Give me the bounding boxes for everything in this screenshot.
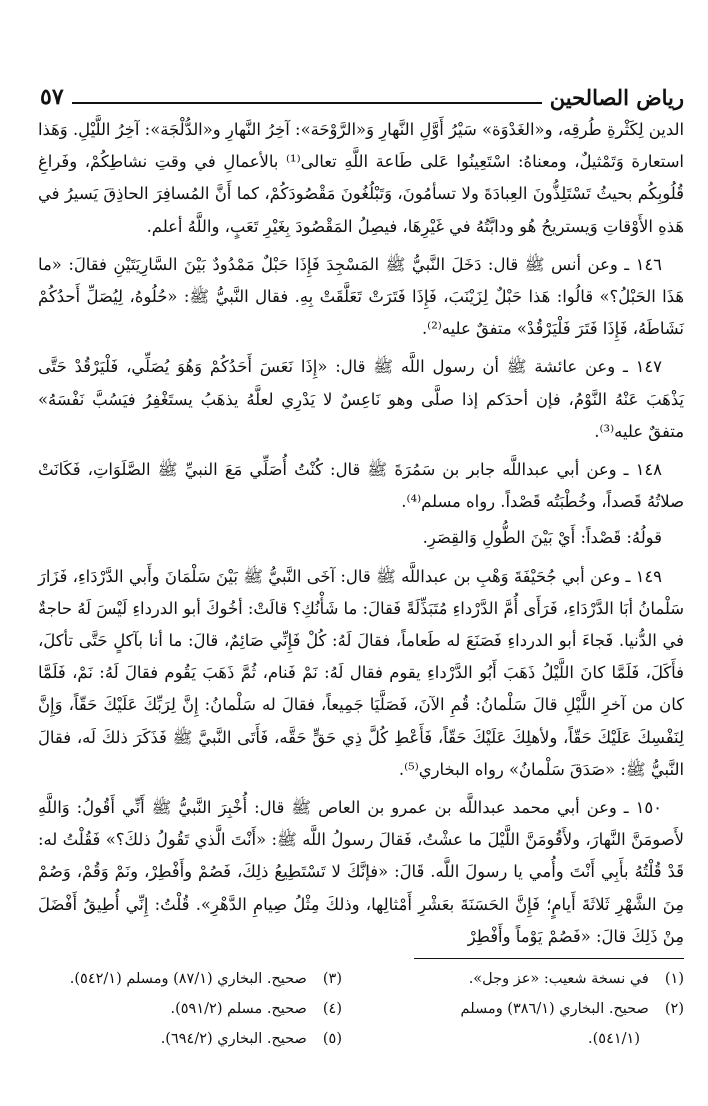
book-title: رياض الصالحين: [549, 85, 684, 110]
footnote-5: (٥) صحيح. البخاري (٦٩٤/٢).: [160, 1031, 342, 1047]
hadith-146: ١٤٦ ـ وعن أنس ﷺ قال: دَخَلَ النَّبيُّ ﷺ المَسْجِدَ فَإِذَا حَبْلٌ مَمْدُودٌ بَيْنَ السَّارِيَتَيْنِ فقالَ: «ما هَذَا الحَبْلُ؟» قالُوا: هَذا حَبْلٌ لِزَيْنَبَ، فَإِذَا فَتَرَتْ تَعَلَّقَتْ بِهِ. فقال النَّبيُّ ﷺ: «حُلُوهُ، لِيُصَلِّ أَحدُكُمْ نَشَاطَهُ، فَإِذَا فَتَرَ فَلْيَرْقُدْ» متفقٌ عليه⁽²⁾.: [38, 254, 684, 339]
page-header: [40, 78, 684, 108]
main-text: [38, 114, 684, 953]
footnote-separator: [414, 958, 684, 959]
hadith-147: ١٤٧ ـ وعن عائشة ﷺ أن رسول اللَّه ﷺ قال: «إِذَا نَعَسَ أَحَدُكُمْ وَهُوَ يُصَلِّي، فَلْيَرْقُدْ حَتَّى يَذْهَبَ عَنْهُ النَّوْمُ، فإن أحدَكم إذا صلَّى وهو نَاعِسٌ لا يَدْرِي لعلَّهُ يذهَبُ يستَغْفِرُ فيَسُبَّ نَفْسَهُ» متفقٌ عليه⁽³⁾.: [38, 357, 684, 441]
footnote-4: (٤) صحيح. مسلم (٥٩١/٢).: [170, 1001, 342, 1017]
hadith-150: ١٥٠ ـ وعن أبي محمد عبداللَّه بن عمرو بن العاص ﷺ قال: أُخْبِرَ النَّبيُّ ﷺ أَنِّي أَقُولُ: وَاللَّهِ لأَصومَنَّ النَّهارَ، ولأَقُومَنَّ اللَّيْلَ ما عشْتُ، فَقالَ رسولُ اللَّه ﷺ: «أَنْتَ الَّذي تَقُولُ ذلكَ؟» فَقُلْتُ له: قَدْ قُلْتُهُ بأَبِي أَنْتَ وأُمي يا رسولَ اللَّه. قَالَ: «فإنَّكَ لا تَسْتَطِيعُ ذلِكَ، فَصُمْ وأَفْطِرْ، ونَمْ وَقُمْ، وَصُمْ مِنَ الشَّهْرِ ثَلاثَةَ أَيامٍ؛ فَإِنَّ الحَسَنَةَ بعَشْرِ أَمْثالِها، وذلكَ مِثْلُ صِيامِ الدَّهْرِ». قُلْتُ: إِنِّي أُطِيقُ أَفْضَلَ مِنْ ذَلِكَ قالَ: «فَصُمْ يَوْماً وأَفْطِرْ: [38, 798, 684, 946]
hadith-148-explanation: قولُهُ: قَصْداً: أَيْ بَيْنَ الطُّولِ وَالقِصَرِ.: [422, 528, 662, 548]
footnote-1: (١) في نسخة شعيب: «عز وجل».: [468, 971, 684, 987]
hadith-148: ١٤٨ ـ وعن أبي عبداللَّه جابر بن سَمُرَةَ ﷺ قال: كُنْتُ أُصَلِّي مَعَ النبيِّ ﷺ الصَّلَوَاتِ، فَكَانَتْ صلاتُهُ قَصداً، وخُطْبَتُه قَصْداً. رواه مسلم⁽⁴⁾.: [38, 460, 684, 512]
header-rule: [72, 102, 542, 104]
paragraph-continuation: الدين لِكَثْرةِ طُرقِه، و«الغَدْوَة» سَيْرُ أَوَّلِ النَّهارِ وَ«الرَّوْحَة»: آخِرُ النَّهارِ و«الدُّلْجَة»: آخِرُ اللَّيْلِ. وَهَذا استعارة وَتَمْثيلٌ، ومعناهُ: اسْتَعِينُوا عَلى طَاعة اللَّهِ تعالى⁽¹⁾ بالأعمالِ في وقتِ نشاطِكُمْ، وفَراغِ قُلُوبِكُم بحيثُ تَسْتَلِذُّونَ العِبادَةَ ولا تسأمُونَ، وَتَبْلُغُونَ مَقْصُودَكُمْ، كما أَنَّ المُسافِرَ الحاذِقَ يَسيرُ في هَذهِ الأَوْقاتِ وَيستريحُ هُو ودابَّتُهُ في غَيْرِهَا، فيصِلُ المَقْصُودَ بِغَيْرِ تَعَبٍ، واللَّهُ أعلم.: [38, 120, 684, 236]
hadith-149: ١٤٩ ـ وعن أبي جُحَيْفَةَ وَهْبِ بن عبداللَّه ﷺ قال: آخَى النَّبيُّ ﷺ بَيْنَ سَلْمَانَ وأَبي الدَّرْدَاءِ، فَزَارَ سَلْمانُ أبَا الدَّرْدَاءِ، فَرَأَى أُمَّ الدَّرْداءِ مُتَبَذِّلَةً فَقالَ: ما شَأْنُكِ؟ قالَتْ: أخُوكَ أبو الدرداءِ لَيْسَ لَهُ حاجةٌ في الدُّنيا. فَجاءَ أبو الدرداءِ فَصَنَعَ له طَعاماً، فقالَ لَهُ: كُلْ فَإِنِّي صَائِمٌ، قالَ: ما أنا بآكلٍ حَتَّى تأكلَ، فأَكَلَ، فَلَمَّا كانَ اللَّيْلُ ذَهَبَ أَبُو الدَّرْداءِ يقوم فقال لَهُ: نَمْ فَنام، ثُمَّ ذَهَبَ يَقُوم فقالَ لَهُ: نَمْ، فَلَمَّا كان من آخرِ اللَّيْلِ قالَ سَلْمانُ: قُمِ الآنَ، فَصَلَّيَا جَمِيعاً، فقالَ له سَلْمانُ: إِنَّ لِرَبِّكَ عَلَيْكَ حَقّاً، وَإِنَّ لِنَفْسِكَ عَلَيْكَ حَقّاً، ولأهلِكَ عَلَيْكَ حَقّاً، فَأَعْطِ كُلَّ ذِي حَقٍّ حَقَّه، فَأَتَى النَّبيَّ ﷺ فَذَكَرَ ذلكَ لَه، فقالَ النَّبيُّ ﷺ: «صَدَقَ سَلْمانُ» رواه البخاري⁽⁵⁾.: [38, 566, 684, 779]
footnotes-right-column: [364, 964, 684, 1054]
footnote-2-continuation: (٥٤١/١).: [588, 1031, 640, 1047]
footnote-3: (٣) صحيح. البخاري (٨٧/١) ومسلم (٥٤٢/١).: [69, 971, 342, 987]
footnote-2: (٢) صحيح. البخاري (٣٨٦/١) ومسلم: [460, 1001, 684, 1017]
footnotes-left-column: [52, 964, 342, 1054]
page-number: ٥٧: [40, 84, 64, 110]
